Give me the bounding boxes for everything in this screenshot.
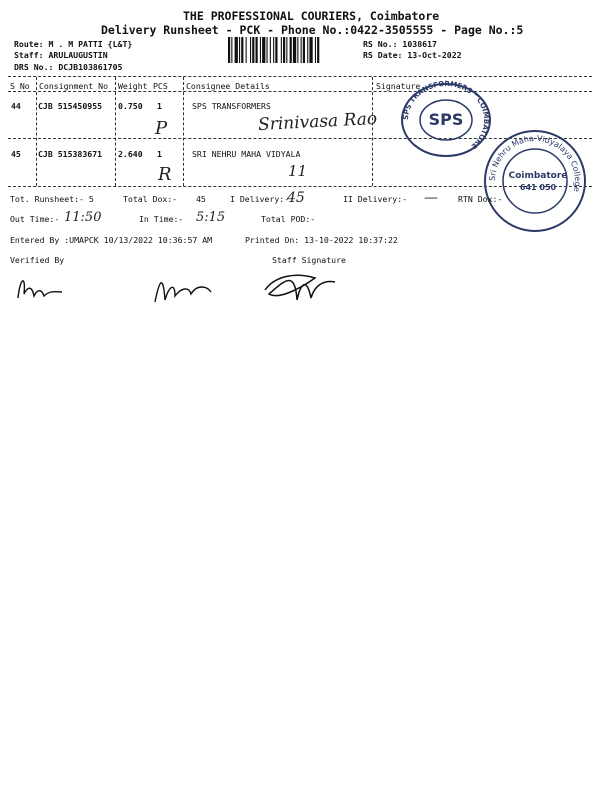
out-time-label: Out Time:- [10,214,60,224]
route-label: Route: M . M PATTI {L&T} [14,39,133,49]
col-consignment: Consignment No [39,81,109,91]
in-time-value: 5:15 [196,210,226,225]
row-sno: 45 [11,149,21,159]
total-dox-value: 45 [196,194,206,204]
row-consignee: SPS TRANSFORMERS [192,101,271,111]
verifier-signature [10,268,80,308]
receiver-handwriting: Srinivasa Rao [257,108,378,136]
college-stamp [482,128,588,234]
col-weight: Weight [118,81,148,91]
rs-number: RS No.: 1038617 [363,39,437,49]
total-pod-label: Total POD:- [261,214,316,224]
verified-by-label: Verified By [10,255,65,265]
staff-label: Staff: ARULAUGUSTIN [14,50,108,60]
i-delivery-value: 45 [287,190,305,206]
sps-stamp [398,80,494,158]
drs-number: DRS No.: DCJB103861705 [14,62,123,72]
pcs-mark-2: R [158,164,172,185]
row-pcs: 1 [157,101,162,111]
printed-on: Printed On: 13-10-2022 10:37:22 [245,235,398,245]
row-weight: 0.750 [118,101,143,111]
total-runsheet: Tot. Runsheet:- 5 [10,194,94,204]
ii-delivery-label: II Delivery:- [343,194,408,204]
pcs-mark-1: P [155,118,168,139]
second-signature [145,262,225,312]
sps-stamp-center: SPS [428,110,464,129]
college-stamp-ring-text: Sri Nehru Maha Vidyalaya College [487,133,583,193]
row-pcs: 1 [157,149,162,159]
rs-date: RS Date: 13-Oct-2022 [363,50,462,60]
row-consignee: SRI NEHRU MAHA VIDYALA [192,149,301,159]
receiver-handwriting: 11 [288,162,308,180]
in-time-label: In Time:- [139,214,184,224]
out-time-value: 11:50 [64,210,102,225]
college-stamp-pin: 641 050 [519,183,557,192]
barcode-image [228,37,356,63]
col-sno: S No [10,81,30,91]
staff-signature-label: Staff Signature [272,255,346,265]
college-stamp-city: Coimbatore [508,171,568,181]
ii-delivery-value: — [424,190,438,206]
entered-by: Entered By :UMAPCK 10/13/2022 10:36:57 AM [10,235,213,245]
row-consignment: CJB 515450955 [38,101,103,111]
row-consignment: CJB 515383671 [38,149,103,159]
row-sno: 44 [11,101,21,111]
staff-signature [255,260,345,310]
company-title: THE PROFESSIONAL COURIERS, Coimbatore [183,9,440,23]
col-consignee: Consignee Details [186,81,270,91]
col-signature: Signature [376,81,421,91]
col-pcs: PCS [153,81,168,91]
runsheet-subtitle: Delivery Runsheet - PCK - Phone No.:0422-3505555 - Page No.:5 [101,23,524,37]
sps-stamp-ring-text: SPS TRANSFORMERS * COIMBATORE [401,80,491,151]
total-dox-label: Total Dox:- [123,194,178,204]
rtn-dox-label: RTN Dox:- [458,194,503,204]
row-weight: 2.640 [118,149,143,159]
i-delivery-label: I Delivery:- [230,194,290,204]
